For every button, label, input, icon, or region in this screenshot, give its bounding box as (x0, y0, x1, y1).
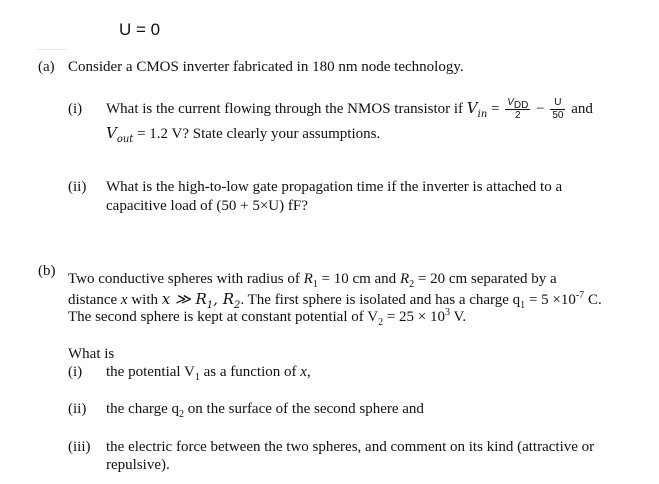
equals-sign: = (491, 101, 500, 117)
part-b-line1: Two conductive spheres with radius of $R_1 = 10$ cm and $R_2 = 20$ cm separated by a (68, 271, 557, 290)
header-title: U = 0 (119, 20, 161, 39)
part-b-ii-text: the charge $q_2$ on the surface of the second sphere and (106, 401, 424, 420)
part-a-q1-line1 (106, 93, 593, 123)
part-a-intro: Consider a CMOS inverter fabricated in 180 nm node technology. (68, 59, 464, 75)
part-a-q2-line2: capacitive load of (50 + 5×U) fF? (106, 198, 308, 214)
part-b-line2: distance x with x ≫ $R_1$, $R_2$. The first sphere is isolated and has a charge $q_1 = 5 \times 10^{-7}$ C. (68, 290, 602, 311)
fraction-vdd-over-2: $\frac{V_{DD}}{2}$ (507, 97, 529, 122)
part-b-iii-line2: repulsive). (106, 457, 170, 473)
vin-symbol: $V_{in}$ (466, 99, 488, 120)
fraction-u-over-50: $\frac{U}{50}$ (552, 97, 564, 122)
part-a-q1-text: What is the current flowing through the NMOS transistor if (106, 101, 464, 117)
part-a-q1-label: (i) (68, 101, 83, 117)
part-b-ii-label: (ii) (68, 401, 87, 417)
part-a-q1-line2: $V_{out} = 1.2$ V? State clearly your assumptions. (106, 124, 381, 145)
minus-sign: − (536, 101, 545, 117)
part-b-i-text: the potential $V_1$ as a function of x, (106, 364, 311, 383)
what-is-text: What is (68, 346, 115, 362)
part-b-i-label: (i) (68, 364, 83, 380)
part-a-label: (a) (38, 59, 55, 75)
part-b-iii-line1: the electric force between the two spheres, and comment on its kind (attractive or (106, 439, 595, 455)
part-b-label: (b) (38, 263, 56, 279)
and-word: and (571, 101, 593, 117)
part-a-q2-label: (ii) (68, 179, 87, 195)
part-a-q2-line1: What is the high-to-low gate propagation time if the inverter is attached to a (106, 179, 563, 195)
part-b-line3: The second sphere is kept at constant potential of $V_2 = 25 \times 10^3$ V. (68, 307, 467, 328)
part-b-iii-label: (iii) (68, 439, 91, 455)
vout-symbol: $V_{out}$ (106, 124, 134, 145)
divider (37, 49, 67, 50)
